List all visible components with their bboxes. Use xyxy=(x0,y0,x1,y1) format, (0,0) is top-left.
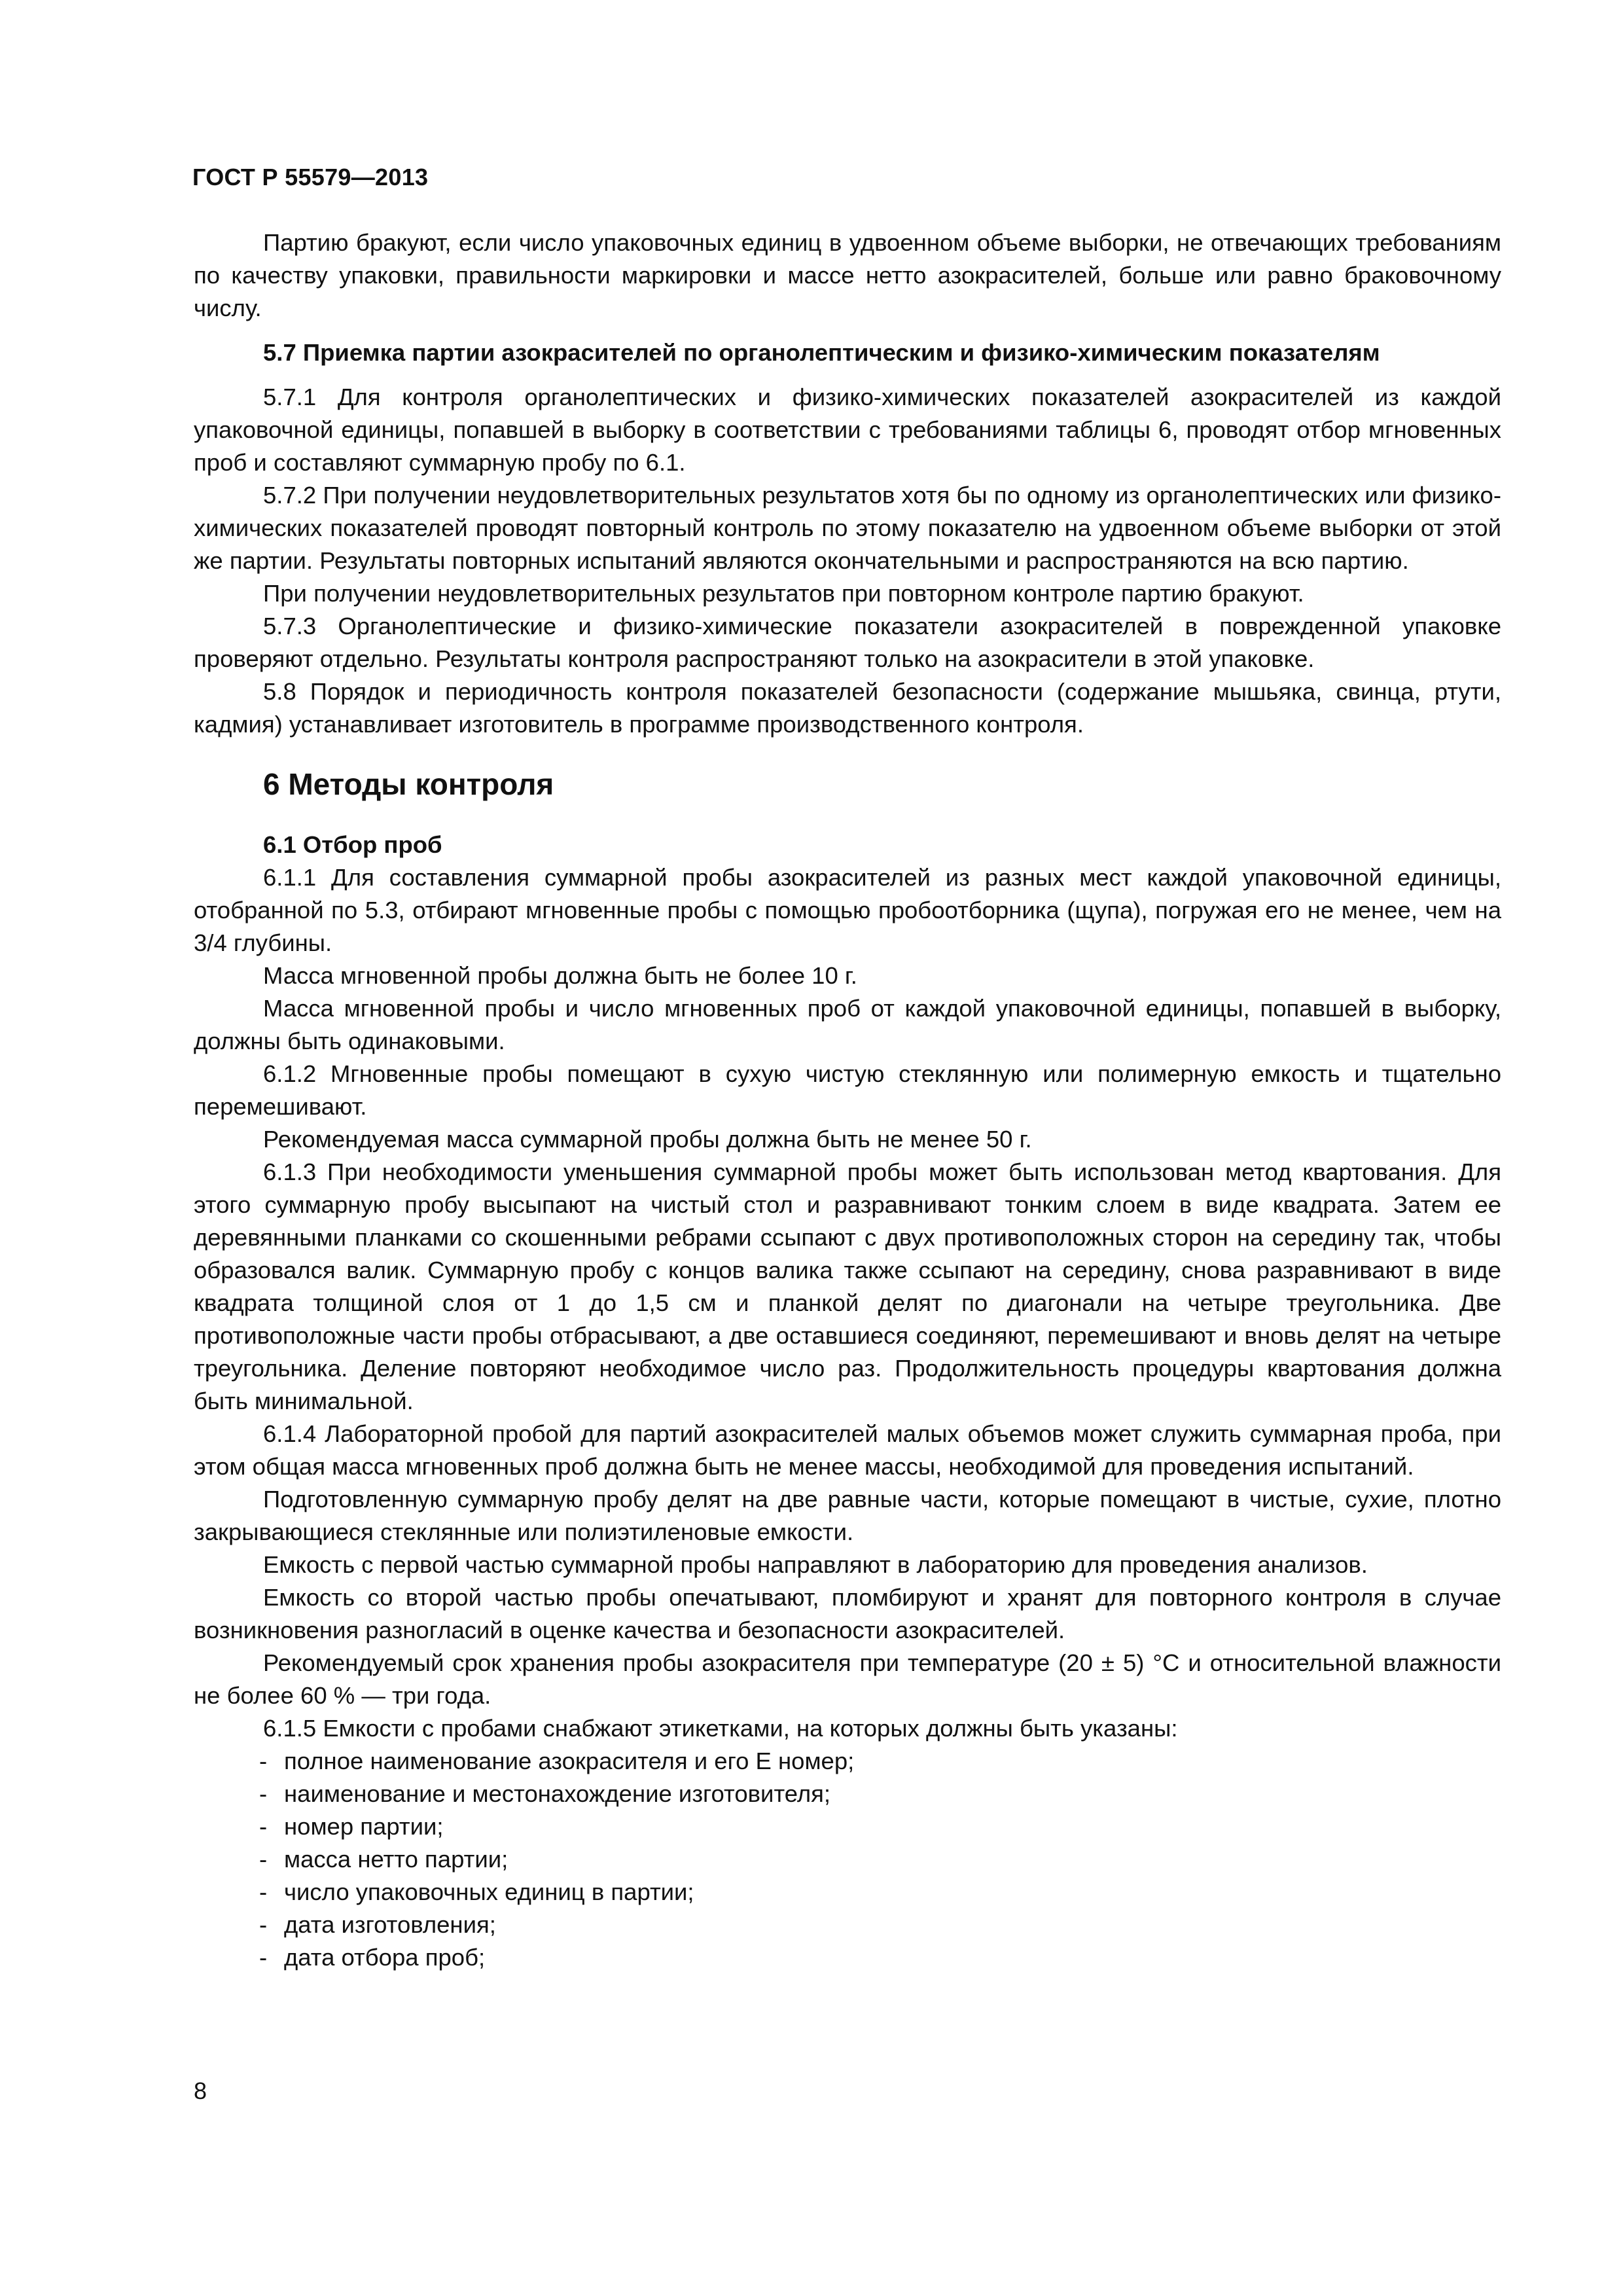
list-dash: - xyxy=(259,1813,268,1840)
paragraph: 6.1.2 Мгновенные пробы помещают в сухую чистую стеклянную или полимерную емкость и тщательно перемешивают. xyxy=(194,1060,1501,1120)
list-item-text: номер партии; xyxy=(284,1813,444,1840)
paragraph: 5.8 Порядок и периодичность контроля показателей безопасности (содержание мышьяка, свинца, ртути, кадмия) устанавливает изготовитель в программе производственного контроля. xyxy=(194,678,1501,738)
list-dash: - xyxy=(259,1878,268,1905)
paragraph: Масса мгновенной пробы должна быть не более 10 г. xyxy=(263,962,857,989)
list-item-text: наименование и местонахождение изготовителя; xyxy=(284,1780,831,1807)
list-item-text: масса нетто партии; xyxy=(284,1846,508,1873)
label-requirements-list xyxy=(194,1745,1501,1974)
list-item-text: полное наименование азокрасителя и его Е номер; xyxy=(284,1748,855,1774)
list-dash: - xyxy=(259,1748,268,1774)
paragraph: Емкость с первой частью суммарной пробы направляют в лабораторию для проведения анализов. xyxy=(263,1551,1368,1578)
list-item xyxy=(259,1843,1501,1876)
section-heading-6-1: 6.1 Отбор проб xyxy=(263,831,442,858)
list-item xyxy=(259,1941,1501,1974)
list-item xyxy=(259,1909,1501,1941)
list-item xyxy=(259,1778,1501,1810)
chapter-heading-6: 6 Методы контроля xyxy=(263,767,554,801)
list-dash: - xyxy=(259,1780,268,1807)
list-item xyxy=(259,1745,1501,1778)
paragraph: 6.1.4 Лабораторной пробой для партий азокрасителей малых объемов может служить суммарная проба, при этом общая масса мгновенных проб должна быть не менее массы, необходимой для проведения испытаний. xyxy=(194,1420,1501,1480)
list-dash: - xyxy=(259,1944,268,1971)
list-item xyxy=(259,1810,1501,1843)
paragraph: Рекомендуемая масса суммарной пробы должна быть не менее 50 г. xyxy=(263,1126,1032,1153)
paragraph: 6.1.1 Для составления суммарной пробы азокрасителей из разных мест каждой упаковочной единицы, отобранной по 5.3, отбирают мгновенные пробы с помощью пробоотборника (щупа), погружая его не менее, чем на 3/4 глубины. xyxy=(194,864,1501,956)
list-item-text: число упаковочных единиц в партии; xyxy=(284,1878,694,1905)
page-number: 8 xyxy=(194,2077,207,2104)
list-dash: - xyxy=(259,1911,268,1938)
paragraph: 5.7.2 При получении неудовлетворительных результатов хотя бы по одному из органолептических или физико-химических показателей проводят повторный контроль по этому показателю на удвоенном объеме выборки от этой же партии. Результаты повторных испытаний являются окончательными и распространяются на всю партию. xyxy=(194,482,1501,574)
list-item-text: дата изготовления; xyxy=(284,1911,496,1938)
paragraph: Емкость со второй частью пробы опечатывают, пломбируют и хранят для повторного контроля в случае возникновения разногласий в оценке качества и безопасности азокрасителей. xyxy=(194,1584,1501,1643)
document-body xyxy=(194,226,1501,1974)
paragraph: 5.7.1 Для контроля органолептических и физико-химических показателей азокрасителей из каждой упаковочной единицы, попавшей в выборку в соответствии с требованиями таблицы 6, проводят отбор мгновенных проб и составляют суммарную пробу по 6.1. xyxy=(194,384,1501,476)
paragraph: 6.1.3 При необходимости уменьшения суммарной пробы может быть использован метод квартования. Для этого суммарную пробу высыпают на чистый стол и разравнивают тонким слоем в виде квадрата. Затем ее деревянными планками со скошенными ребрами ссыпают с двух противоположных сторон на середину так, чтобы образовался валик. Суммарную пробу с концов валика также ссыпают на середину, снова разравнивают в виде квадрата толщиной слоя от 1 до 1,5 см и планкой делят по диагонали на четыре треугольника. Две противоположные части пробы отбрасывают, а две оставшиеся соединяют, перемешивают и вновь делят на четыре треугольника. Деление повторяют необходимое число раз. Продолжительность процедуры квартования должна быть минимальной. xyxy=(194,1158,1501,1414)
paragraph: Подготовленную суммарную пробу делят на две равные части, которые помещают в чистые, сухие, плотно закрывающиеся стеклянные или полиэтиленовые емкости. xyxy=(194,1486,1501,1545)
paragraph: 5.7.3 Органолептические и физико-химические показатели азокрасителей в поврежденной упаковке проверяют отдельно. Результаты контроля распространяют только на азокрасители в этой упаковке. xyxy=(194,613,1501,672)
section-heading-5-7: 5.7 Приемка партии азокрасителей по органолептическим и физико-химическим показателям xyxy=(263,339,1380,366)
list-item xyxy=(259,1876,1501,1909)
paragraph: Партию бракуют, если число упаковочных единиц в удвоенном объеме выборки, не отвечающих требованиям по качеству упаковки, правильности маркировки и массе нетто азокрасителей, больше или равно браковочному числу. xyxy=(194,229,1501,321)
list-dash: - xyxy=(259,1846,268,1873)
paragraph: Рекомендуемый срок хранения пробы азокрасителя при температуре (20 ± 5) °С и относительной влажности не более 60 % — три года. xyxy=(194,1649,1501,1709)
paragraph: Масса мгновенной пробы и число мгновенных проб от каждой упаковочной единицы, попавшей в выборку, должны быть одинаковыми. xyxy=(194,995,1501,1054)
paragraph: 6.1.5 Емкости с пробами снабжают этикетками, на которых должны быть указаны: xyxy=(263,1715,1178,1742)
paragraph: При получении неудовлетворительных результатов при повторном контроле партию бракуют. xyxy=(263,580,1304,607)
list-item-text: дата отбора проб; xyxy=(284,1944,486,1971)
document-header: ГОСТ Р 55579—2013 xyxy=(192,164,429,190)
